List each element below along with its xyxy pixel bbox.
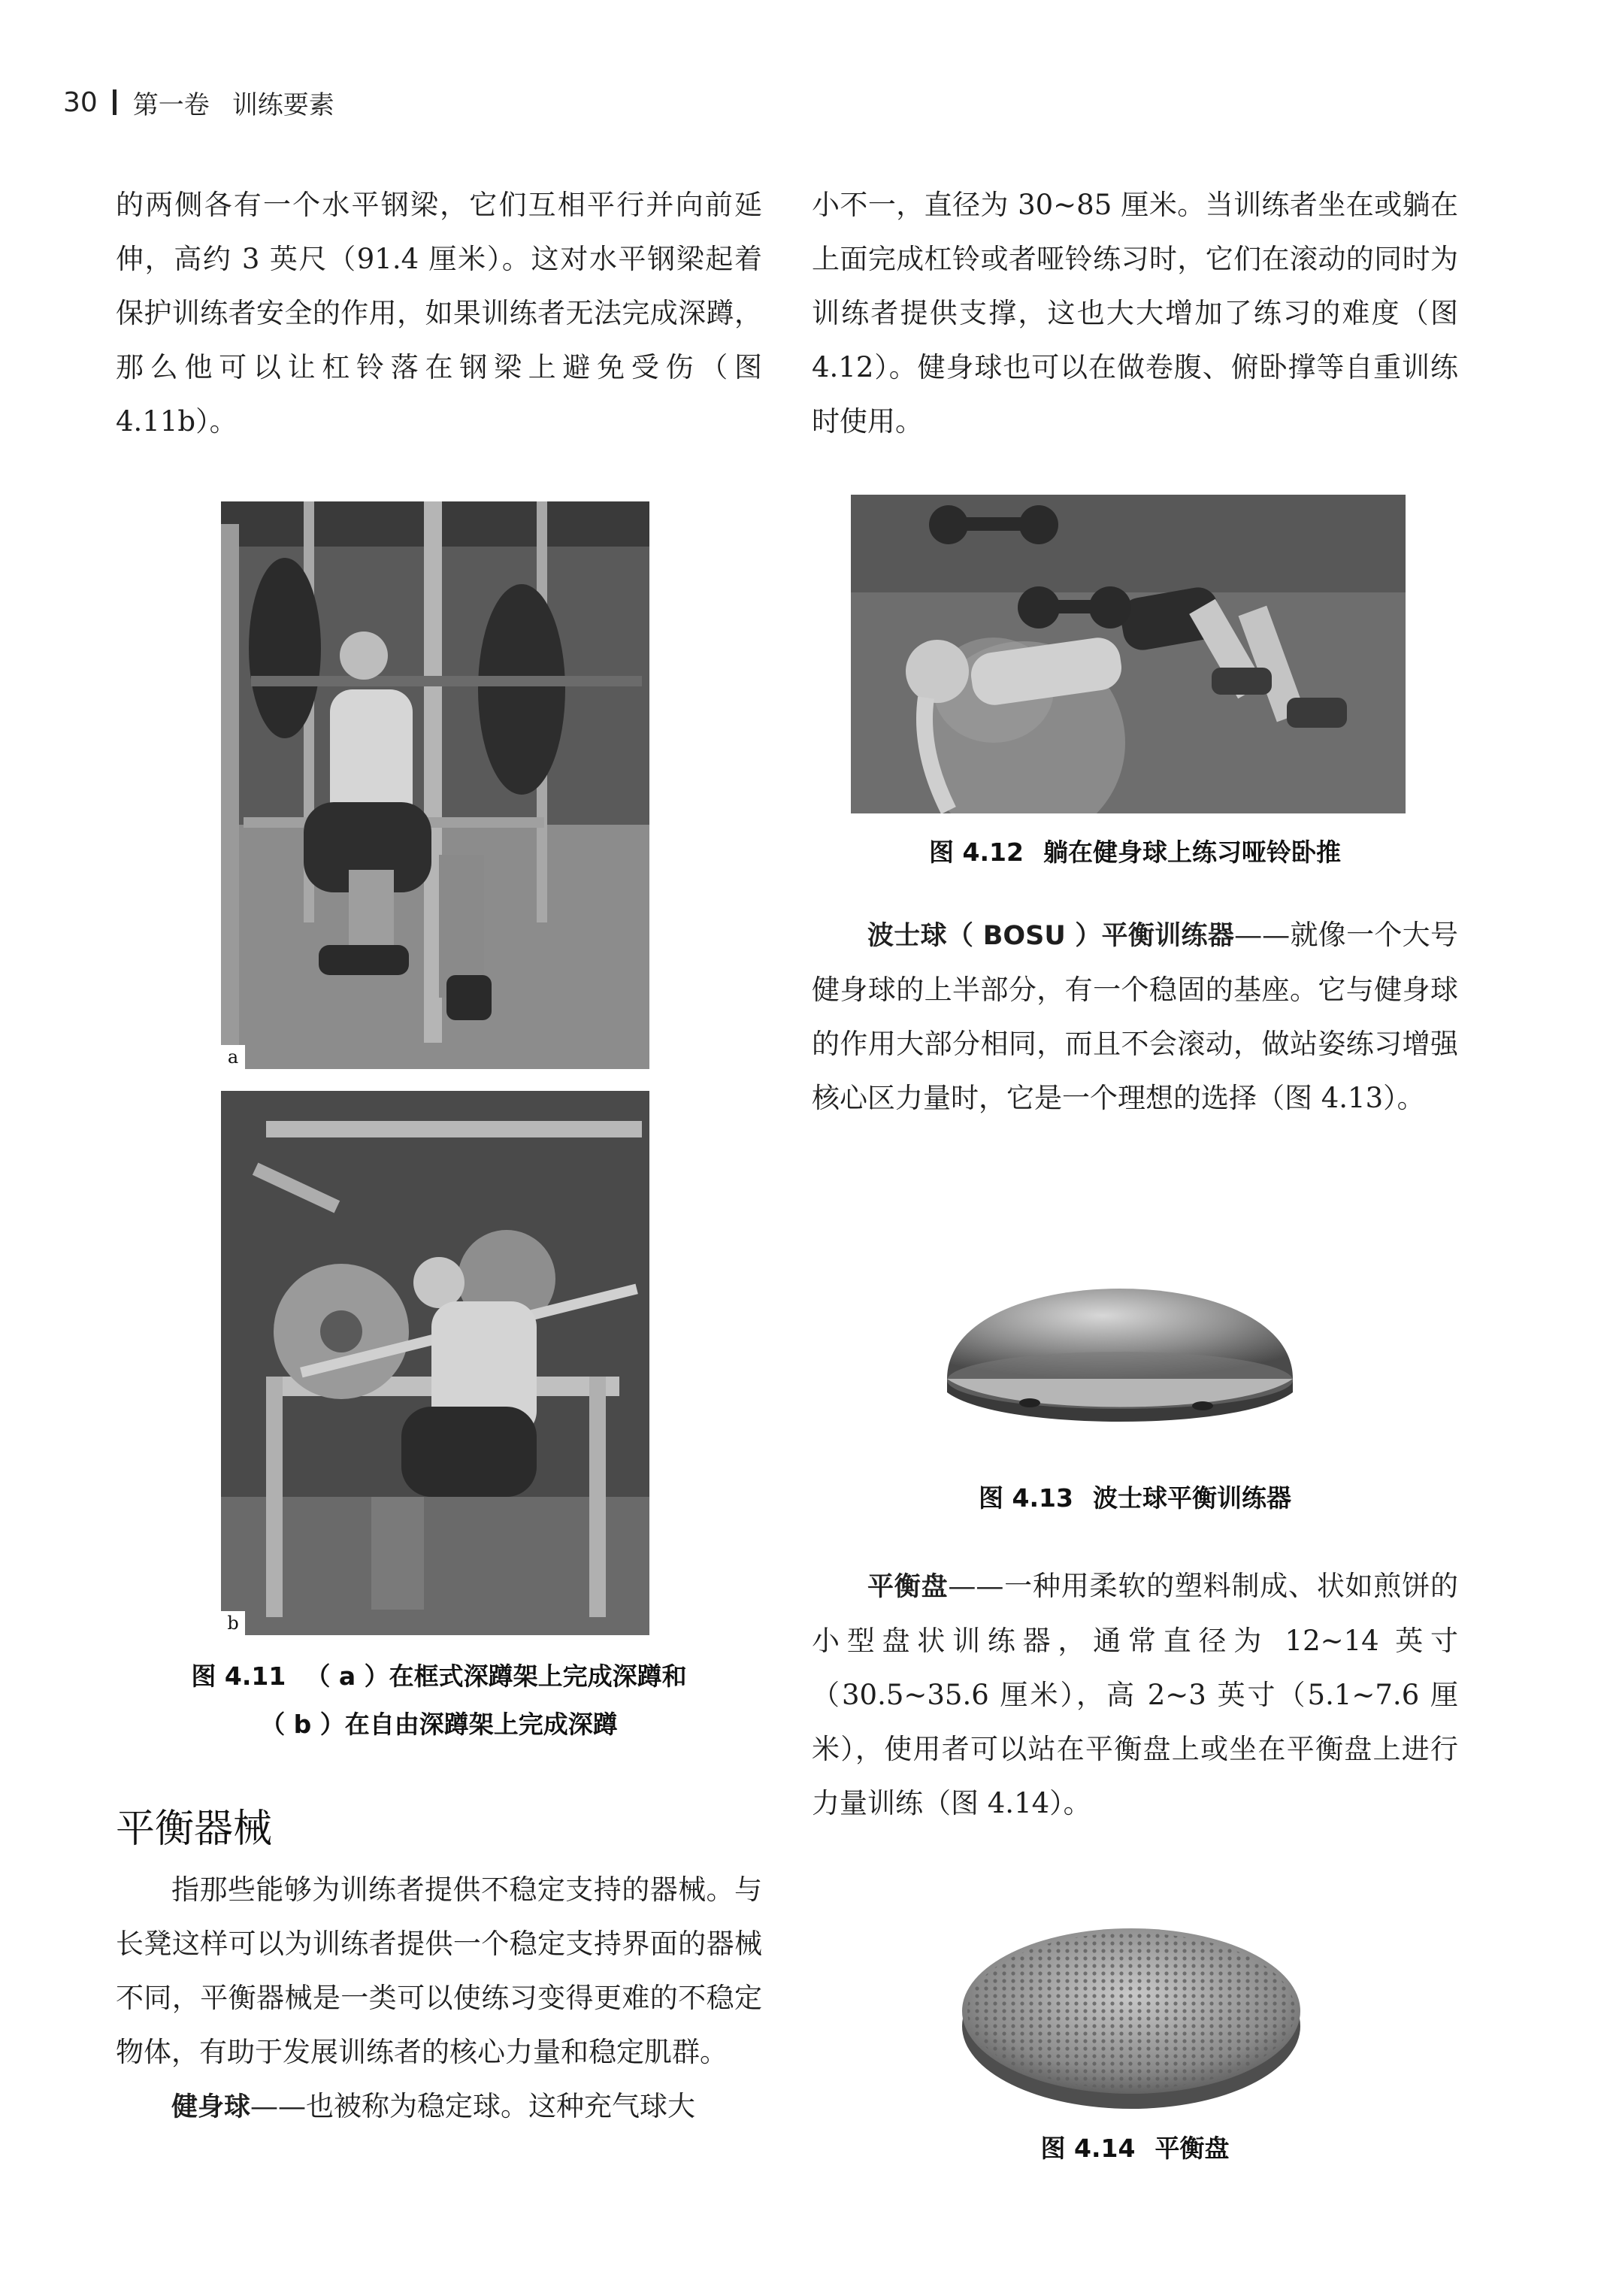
right-paragraph-2 — [812, 908, 1458, 1125]
figure-4-13-number: 图 4.13 — [979, 1483, 1073, 1513]
left-paragraph-3 — [116, 2079, 762, 2134]
figure-4-11-caption-line-2: （ b ）在自由深蹲架上完成深蹲 — [260, 1710, 618, 1739]
left-paragraph-3-text: ——也被称为稳定球。这种充气球大 — [250, 2090, 696, 2122]
figure-4-12-photo — [851, 495, 1406, 813]
term-bosu: 波士球（ BOSU ）平衡训练器 — [867, 921, 1235, 951]
right-paragraph-2-text: ——就像一个大号健身球的上半部分，有一个稳固的基座。它与健身球的作用大部分相同，而且不会滚动，做站姿练习增强核心区力量时，它是一个理想的选择（图 4.13）。 — [812, 919, 1458, 1114]
figure-label-b: b — [221, 1611, 245, 1635]
left-paragraph-2: 指那些能够为训练者提供不稳定支持的器械。与长凳这样可以为训练者提供一个稳定支持界面的器械不同，平衡器械是一类可以使练习变得更难的不稳定物体，有助于发展训练者的核心力量和稳定肌群。 — [116, 1873, 762, 2068]
figure-4-14-caption-text: 平衡盘 — [1155, 2134, 1230, 2163]
right-paragraph-1-block — [812, 178, 1458, 449]
left-body-block — [116, 1863, 762, 2134]
right-paragraph-2-block — [812, 908, 1458, 1125]
header-divider — [113, 89, 117, 115]
figure-4-11-caption — [116, 1652, 762, 1749]
balance-disc-illustration — [955, 1887, 1308, 2113]
dumbbell-press-on-ball-photo-illustration — [851, 495, 1406, 813]
section-heading: 平衡器械 — [116, 1807, 273, 1852]
left-paragraph-1: 的两侧各有一个水平钢梁，它们互相平行并向前延伸，高约 3 英尺（91.4 厘米）。这对水平钢梁起着保护训练者安全的作用，如果训练者无法完成深蹲，那么他可以让杠铃落在钢梁上避免受伤（图 4.11b）。 — [116, 189, 762, 438]
figure-4-11-caption-text-1: （ a ）在框式深蹲架上完成深蹲和 — [305, 1661, 687, 1691]
page-number: 30 — [63, 86, 98, 118]
figure-4-11b-photo — [221, 1091, 649, 1635]
figure-4-12-caption — [812, 833, 1458, 868]
figure-4-14-photo — [955, 1887, 1308, 2113]
figure-4-13-photo — [932, 1206, 1308, 1439]
figure-4-13-caption-text: 波士球平衡训练器 — [1092, 1483, 1291, 1513]
bosu-trainer-illustration — [932, 1206, 1308, 1439]
figure-label-a: a — [221, 1045, 245, 1069]
left-paragraph-1-block — [116, 178, 762, 449]
term-balance-disc: 平衡盘 — [867, 1572, 949, 1602]
figure-4-12-number: 图 4.12 — [929, 838, 1024, 867]
figure-4-14-number: 图 4.14 — [1040, 2134, 1136, 2163]
free-squat-rack-photo-illustration — [221, 1091, 649, 1635]
right-paragraph-1: 小不一，直径为 30~85 厘米。当训练者坐在或躺在上面完成杠铃或者哑铃练习时，它们在滚动的同时为训练者提供支撑，这也大大增加了练习的难度（图 4.12）。健身球也可以在做卷腹、俯卧撑等自重训练时使用。 — [812, 189, 1458, 438]
figure-4-11-number: 图 4.11 — [191, 1661, 286, 1691]
term-stability-ball: 健身球 — [171, 2092, 251, 2122]
squat-rack-photo-illustration — [221, 501, 649, 1069]
right-paragraph-3-text: ——一种用柔软的塑料制成、状如煎饼的小型盘状训练器，通常直径为 12~14 英寸（30.5~35.6 厘米），高 2~3 英寸（5.1~7.6 厘米），使用者可以站在平衡盘上或坐在平衡盘上进行力量训练（图 4.14）。 — [812, 1570, 1458, 1819]
figure-4-13-caption — [812, 1479, 1458, 1514]
section-title: 训练要素 — [232, 89, 334, 120]
figure-4-11-caption-line-1 — [116, 1652, 762, 1701]
figure-4-14-caption — [812, 2129, 1458, 2164]
volume-title: 第一卷 — [132, 89, 210, 120]
figure-4-12-caption-text: 躺在健身球上练习哑铃卧推 — [1043, 838, 1341, 867]
right-paragraph-3-block — [812, 1559, 1458, 1831]
figure-4-11a-photo — [221, 501, 649, 1069]
right-paragraph-3 — [812, 1559, 1458, 1831]
running-header — [63, 80, 334, 125]
